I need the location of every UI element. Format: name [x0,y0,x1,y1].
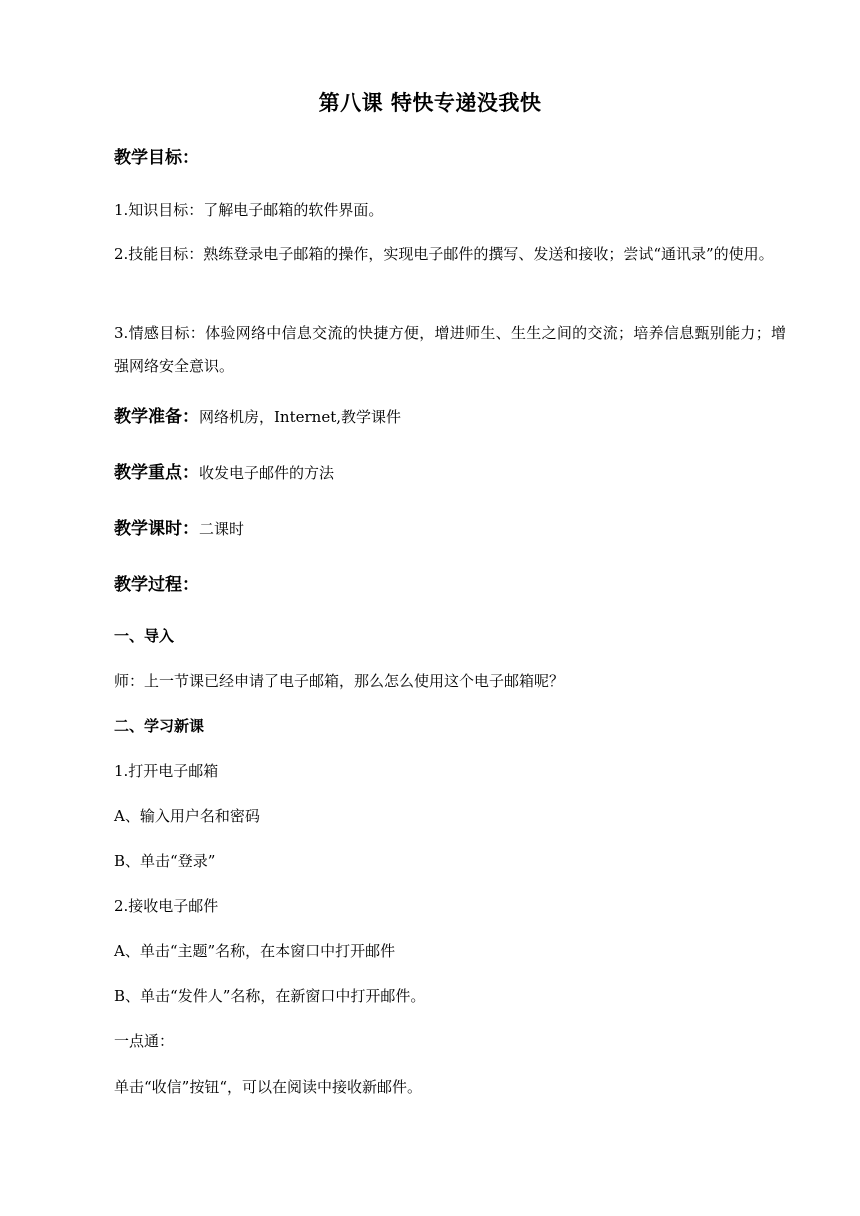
preparation-label: 教学准备： [114,407,199,427]
preparation-row [114,407,784,427]
step-open-mailbox-b: B、单击“登录” [114,852,216,870]
step-open-mailbox: 1.打开电子邮箱 [114,762,219,780]
step-receive-mail: 2.接收电子邮件 [114,897,219,915]
objective-emotion [114,317,786,383]
tip-label: 一点通： [114,1032,175,1050]
hours-label: 教学课时： [114,519,199,539]
section-intro-text: 师：上一节课已经申请了电子邮箱，那么怎么使用这个电子邮箱呢？ [114,672,565,690]
objective-skill [114,238,786,271]
key-point-value: 收发电子邮件的方法 [199,464,335,482]
hours-value: 二课时 [199,520,245,538]
preparation-value: 网络机房，Internet,教学课件 [199,408,401,426]
step-receive-mail-a: A、单击“主题”名称，在本窗口中打开邮件 [114,942,396,960]
step-open-mailbox-a: A、输入用户名和密码 [114,807,260,825]
objective-emotion-text: 3.情感目标：体验网络中信息交流的快捷方便，增进师生、生生之间的交流；培养信息甄别能力；增强网络安全意识。 [114,324,786,375]
key-point-label: 教学重点： [114,463,199,483]
hours-row [114,519,784,539]
objective-knowledge: 1.知识目标：了解电子邮箱的软件界面。 [114,201,384,219]
step-receive-mail-b: B、单击“发件人”名称，在新窗口中打开邮件。 [114,987,426,1005]
section-intro-heading: 一、导入 [114,627,175,645]
section-new-lesson-heading: 二、学习新课 [114,717,205,735]
document-title: 第八课 特快专递没我快 [318,91,542,115]
key-point-row [114,463,784,483]
tip-text: 单击“收信”按钮“，可以在阅读中接收新邮件。 [114,1078,423,1096]
process-heading: 教学过程： [114,575,199,595]
objectives-heading: 教学目标： [114,148,199,168]
objective-skill-text: 2.技能目标：熟练登录电子邮箱的操作，实现电子邮件的撰写、发送和接收；尝试“通讯录”的使用。 [114,245,774,263]
